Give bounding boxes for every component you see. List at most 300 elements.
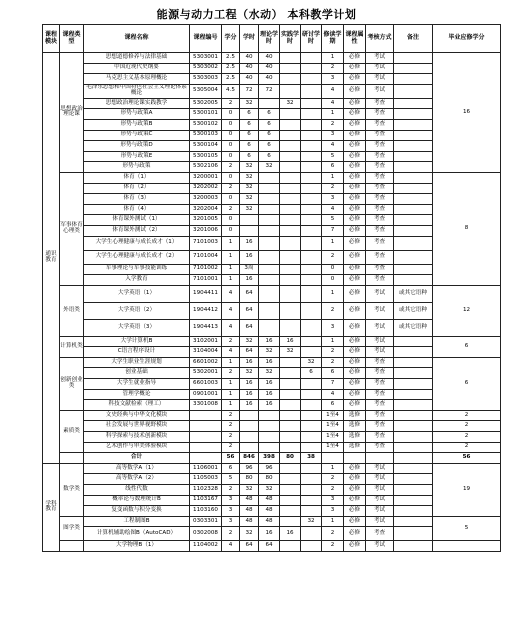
required-credits-cell: 2 (433, 410, 501, 421)
table-cell: 5 (222, 474, 240, 485)
table-cell (301, 74, 322, 85)
table-cell (394, 516, 433, 527)
table-cell (394, 98, 433, 109)
table-cell (301, 463, 322, 474)
table-cell: 考查 (366, 141, 394, 152)
table-cell: 0 (222, 151, 240, 162)
table-cell: C语言程序设计 (84, 347, 190, 358)
table-cell: 2 (322, 63, 344, 74)
table-cell: 2 (222, 421, 240, 432)
table-cell: 4 (222, 302, 240, 319)
table-cell (301, 389, 322, 400)
table-cell: 必修 (344, 285, 366, 302)
required-credits-cell: 8 (433, 172, 501, 285)
table-cell: 大学计算机B (84, 336, 190, 347)
table-cell: 6601003 (190, 379, 222, 390)
table-row (43, 541, 501, 552)
table-cell (301, 400, 322, 411)
table-cell: 72 (259, 84, 280, 98)
table-cell: 16 (280, 527, 301, 541)
table-cell: 2 (222, 204, 240, 215)
table-cell: 1104002 (190, 541, 222, 552)
table-row (43, 98, 501, 109)
table-row (43, 275, 501, 286)
table-cell: 4 (322, 204, 344, 215)
table-row (43, 432, 501, 443)
header-cell: 课程类型 (60, 25, 84, 53)
table-cell (394, 275, 433, 286)
table-cell: 7101004 (190, 250, 222, 264)
table-cell: 1103160 (190, 506, 222, 517)
table-cell: 艺术创作与审美体验模块 (84, 442, 190, 453)
table-cell: 0 (222, 225, 240, 236)
table-cell: 选修 (344, 442, 366, 453)
table-cell: 1 (322, 463, 344, 474)
table-cell: 考查 (366, 421, 394, 432)
table-cell (280, 215, 301, 226)
table-cell: 复变函数与积分变换 (84, 506, 190, 517)
table-cell: 必修 (344, 368, 366, 379)
table-cell: 80 (240, 474, 259, 485)
table-cell: 1至4 (322, 421, 344, 432)
table-cell (280, 400, 301, 411)
table-cell: 合计 (84, 453, 190, 464)
table-cell: 1 (222, 357, 240, 368)
table-cell (259, 98, 280, 109)
table-cell: 4 (322, 141, 344, 152)
table-cell (240, 442, 259, 453)
table-cell (394, 495, 433, 506)
table-cell: 创业基础 (84, 368, 190, 379)
table-cell: 考试 (366, 516, 394, 527)
table-cell: 必修 (344, 236, 366, 250)
table-cell: 3 (322, 319, 344, 336)
table-cell: 1 (322, 236, 344, 250)
table-cell: 考查 (366, 379, 394, 390)
table-cell (280, 225, 301, 236)
table-cell (280, 250, 301, 264)
required-credits-cell: 19 (433, 463, 501, 516)
table-cell (240, 215, 259, 226)
table-cell: 考查 (366, 275, 394, 286)
table-cell (394, 541, 433, 552)
table-cell (280, 357, 301, 368)
table-cell (190, 442, 222, 453)
table-cell: 考试 (366, 285, 394, 302)
table-cell (301, 119, 322, 130)
table-cell: 科技文献检索（理工） (84, 400, 190, 411)
header-cell: 理论学时 (259, 25, 280, 53)
table-cell: 2 (322, 485, 344, 496)
table-cell (259, 410, 280, 421)
table-row (43, 183, 501, 194)
table-cell: 0 (322, 275, 344, 286)
header-cell: 实践学时 (280, 25, 301, 53)
table-cell: 选修 (344, 410, 366, 421)
table-cell: 1 (322, 172, 344, 183)
table-row (43, 250, 501, 264)
table-cell: 3102001 (190, 336, 222, 347)
table-cell: 考查 (366, 432, 394, 443)
table-cell: 选修 (344, 421, 366, 432)
table-cell: 32 (240, 485, 259, 496)
table-cell: 必修 (344, 357, 366, 368)
table-cell: 16 (259, 357, 280, 368)
table-cell: 必修 (344, 485, 366, 496)
header-cell: 学时 (240, 25, 259, 53)
table-cell (301, 527, 322, 541)
table-cell (394, 347, 433, 358)
table-cell: 考查 (366, 204, 394, 215)
table-cell: 64 (240, 302, 259, 319)
total-row (43, 453, 501, 464)
table-cell (240, 410, 259, 421)
table-cell (301, 84, 322, 98)
table-cell: 3周 (240, 264, 259, 275)
table-cell (280, 474, 301, 485)
table-cell: 6 (240, 119, 259, 130)
header-cell: 毕业应修学分 (433, 25, 501, 53)
table-cell: 1 (322, 336, 344, 347)
table-cell: 必修 (344, 119, 366, 130)
table-cell: 2.5 (222, 53, 240, 64)
table-cell: 80 (259, 474, 280, 485)
table-cell: 考试 (366, 74, 394, 85)
table-cell: 考试 (366, 474, 394, 485)
table-cell: 3200003 (190, 194, 222, 205)
table-cell (280, 204, 301, 215)
table-cell: 38 (301, 453, 322, 464)
table-cell: 846 (240, 453, 259, 464)
table-cell (301, 432, 322, 443)
table-cell (259, 421, 280, 432)
table-cell (301, 215, 322, 226)
table-cell: 必修 (344, 194, 366, 205)
table-cell: 1105003 (190, 474, 222, 485)
table-cell (280, 285, 301, 302)
table-cell: 0 (322, 264, 344, 275)
table-cell: 必修 (344, 336, 366, 347)
table-cell: 形势与政策C (84, 130, 190, 141)
table-cell: 必修 (344, 74, 366, 85)
table-row (43, 194, 501, 205)
table-cell: 32 (240, 204, 259, 215)
table-cell (394, 485, 433, 496)
table-cell (280, 183, 301, 194)
table-cell: 398 (259, 453, 280, 464)
table-cell: 高等数学A（1） (84, 463, 190, 474)
table-cell (280, 172, 301, 183)
table-cell: 必修 (344, 141, 366, 152)
table-cell: 5300103 (190, 130, 222, 141)
table-cell (280, 379, 301, 390)
table-cell: 2 (222, 183, 240, 194)
table-cell: 48 (240, 516, 259, 527)
required-credits-cell: 16 (433, 53, 501, 173)
table-cell: 16 (240, 275, 259, 286)
table-cell: 必修 (344, 53, 366, 64)
table-cell (280, 495, 301, 506)
table-row (43, 285, 501, 302)
table-cell: 考查 (366, 151, 394, 162)
table-cell (280, 141, 301, 152)
table-cell: 考查 (366, 236, 394, 250)
table-cell: 大学生心理健康与成长成才（1） (84, 236, 190, 250)
teaching-plan-table (42, 24, 501, 552)
table-cell: 必修 (344, 379, 366, 390)
table-cell: 48 (259, 516, 280, 527)
table-cell: 16 (240, 379, 259, 390)
table-row (43, 236, 501, 250)
table-cell: 必修 (344, 162, 366, 173)
table-cell: 形势与政策E (84, 151, 190, 162)
table-cell: 0303301 (190, 516, 222, 527)
table-cell (240, 432, 259, 443)
table-cell (301, 506, 322, 517)
table-cell (394, 250, 433, 264)
table-cell: 48 (240, 495, 259, 506)
table-cell: 16 (259, 400, 280, 411)
table-cell (301, 442, 322, 453)
table-cell (344, 453, 366, 464)
table-row (43, 130, 501, 141)
table-cell: 64 (240, 285, 259, 302)
table-cell: 3 (322, 506, 344, 517)
table-cell: 2 (322, 183, 344, 194)
table-row (43, 119, 501, 130)
table-cell: 40 (259, 53, 280, 64)
table-cell: 1 (322, 53, 344, 64)
required-credits-cell: 6 (433, 357, 501, 410)
header-cell: 课程编号 (190, 25, 222, 53)
table-cell (280, 541, 301, 552)
table-cell: 6 (322, 162, 344, 173)
table-cell (259, 442, 280, 453)
table-cell (280, 421, 301, 432)
table-cell: 或其它语种 (394, 302, 433, 319)
table-cell: 概率论与数理统计B (84, 495, 190, 506)
table-cell (301, 130, 322, 141)
header-cell: 课程模块 (43, 25, 60, 53)
table-cell: 6 (222, 463, 240, 474)
table-cell: 中国近现代史纲要 (84, 63, 190, 74)
table-cell: 0901001 (190, 389, 222, 400)
table-cell: 考查 (366, 527, 394, 541)
required-credits-cell: 2 (433, 442, 501, 453)
table-cell: 0 (222, 109, 240, 120)
table-cell: 16 (259, 527, 280, 541)
table-cell: 2 (222, 368, 240, 379)
table-cell: 32 (259, 162, 280, 173)
table-cell: 0302008 (190, 527, 222, 541)
table-cell (259, 204, 280, 215)
table-cell (394, 225, 433, 236)
table-cell (259, 302, 280, 319)
table-cell (301, 250, 322, 264)
table-row (43, 485, 501, 496)
table-cell (280, 389, 301, 400)
table-cell: 40 (240, 74, 259, 85)
table-cell: 考查 (366, 225, 394, 236)
table-cell: 高等数学A（2） (84, 474, 190, 485)
table-cell: 1 (222, 236, 240, 250)
table-header-row (43, 25, 501, 53)
table-cell (301, 285, 322, 302)
table-cell: 考试 (366, 319, 394, 336)
table-cell (280, 275, 301, 286)
table-cell: 32 (240, 183, 259, 194)
table-cell: 5302106 (190, 162, 222, 173)
table-cell: 6 (240, 109, 259, 120)
table-cell: 6 (240, 130, 259, 141)
table-cell: 32 (240, 336, 259, 347)
table-cell: 考查 (366, 215, 394, 226)
header-cell: 备注 (394, 25, 433, 53)
table-cell: 7101001 (190, 275, 222, 286)
table-cell: 4 (222, 319, 240, 336)
table-cell (394, 474, 433, 485)
table-cell: 必修 (344, 495, 366, 506)
table-cell: 0 (222, 194, 240, 205)
required-credits-cell: 5 (433, 516, 501, 541)
table-cell (394, 432, 433, 443)
table-cell: 1至4 (322, 442, 344, 453)
table-cell (60, 453, 84, 464)
table-cell (394, 368, 433, 379)
table-row (43, 162, 501, 173)
table-cell: 4.5 (222, 84, 240, 98)
table-cell (280, 506, 301, 517)
table-cell: 16 (259, 336, 280, 347)
table-cell: 形势与政策 (84, 162, 190, 173)
table-cell: 5300101 (190, 109, 222, 120)
table-cell: 大学生职业生涯规划 (84, 357, 190, 368)
table-cell: 必修 (344, 172, 366, 183)
table-cell (366, 453, 394, 464)
table-cell: 3104004 (190, 347, 222, 358)
table-cell: 16 (240, 250, 259, 264)
table-cell: 4 (322, 84, 344, 98)
table-cell: 大学生就业指导 (84, 379, 190, 390)
table-cell (394, 463, 433, 474)
table-cell: 马克思主义基本原理概论 (84, 74, 190, 85)
table-cell: 6 (301, 368, 322, 379)
table-cell (259, 183, 280, 194)
table-cell: 2 (322, 527, 344, 541)
table-cell: 必修 (344, 98, 366, 109)
table-cell (394, 527, 433, 541)
table-row (43, 264, 501, 275)
table-cell: 6 (259, 109, 280, 120)
table-cell (301, 141, 322, 152)
table-cell: 64 (240, 541, 259, 552)
table-cell (394, 379, 433, 390)
table-row (43, 410, 501, 421)
table-cell: 必修 (344, 347, 366, 358)
table-cell: 大学英语（3） (84, 319, 190, 336)
table-row (43, 442, 501, 453)
table-cell: 6601002 (190, 357, 222, 368)
table-cell: 必修 (344, 319, 366, 336)
type-cell: 计算机类 (60, 336, 84, 357)
table-cell: 考试 (366, 63, 394, 74)
table-row (43, 215, 501, 226)
table-cell: 1 (222, 275, 240, 286)
table-row (43, 141, 501, 152)
table-cell: 1106001 (190, 463, 222, 474)
header-cell: 修读学期 (322, 25, 344, 53)
table-cell: 0 (222, 141, 240, 152)
table-cell: 6 (322, 368, 344, 379)
table-cell: 或其它语种 (394, 319, 433, 336)
table-cell (259, 194, 280, 205)
table-cell: 0 (222, 215, 240, 226)
table-cell: 5300104 (190, 141, 222, 152)
table-cell: 考查 (366, 183, 394, 194)
table-cell (394, 74, 433, 85)
table-cell: 必修 (344, 204, 366, 215)
table-cell: 3 (322, 194, 344, 205)
table-cell: 考查 (366, 442, 394, 453)
table-cell (301, 275, 322, 286)
table-cell (394, 389, 433, 400)
header-cell: 学分 (222, 25, 240, 53)
table-cell: 大学生心理健康与成长成才（2） (84, 250, 190, 264)
table-cell: 线性代数 (84, 485, 190, 496)
required-credits-cell: 12 (433, 285, 501, 336)
table-row (43, 495, 501, 506)
table-cell: 选修 (344, 432, 366, 443)
table-cell (190, 432, 222, 443)
table-cell: 32 (259, 368, 280, 379)
table-cell: 体育课外测试（2） (84, 225, 190, 236)
table-cell: 32 (259, 347, 280, 358)
table-cell (259, 172, 280, 183)
table-cell (301, 225, 322, 236)
table-cell: 1 (222, 400, 240, 411)
table-cell: 1 (322, 516, 344, 527)
table-cell: 考查 (366, 410, 394, 421)
table-cell: 16 (259, 389, 280, 400)
table-cell (394, 506, 433, 517)
table-cell (394, 141, 433, 152)
table-cell: 考查 (366, 250, 394, 264)
table-cell: 3202002 (190, 183, 222, 194)
table-cell: 80 (280, 453, 301, 464)
table-cell (280, 236, 301, 250)
table-row (43, 389, 501, 400)
table-cell: 32 (240, 194, 259, 205)
table-cell: 1 (322, 109, 344, 120)
table-cell: 6 (259, 151, 280, 162)
table-cell: 体育（2） (84, 183, 190, 194)
table-cell (259, 236, 280, 250)
table-cell: 考查 (366, 162, 394, 173)
table-cell: 形势与政策A (84, 109, 190, 120)
table-cell (301, 474, 322, 485)
table-cell: 64 (240, 319, 259, 336)
table-cell: 必修 (344, 474, 366, 485)
table-cell: 2 (322, 119, 344, 130)
table-cell: 大学物理B（1） (84, 541, 190, 552)
table-row (43, 506, 501, 517)
table-row (43, 302, 501, 319)
table-cell (394, 172, 433, 183)
table-row (43, 516, 501, 527)
table-cell (394, 162, 433, 173)
table-row (43, 53, 501, 64)
table-cell: 1 (222, 264, 240, 275)
